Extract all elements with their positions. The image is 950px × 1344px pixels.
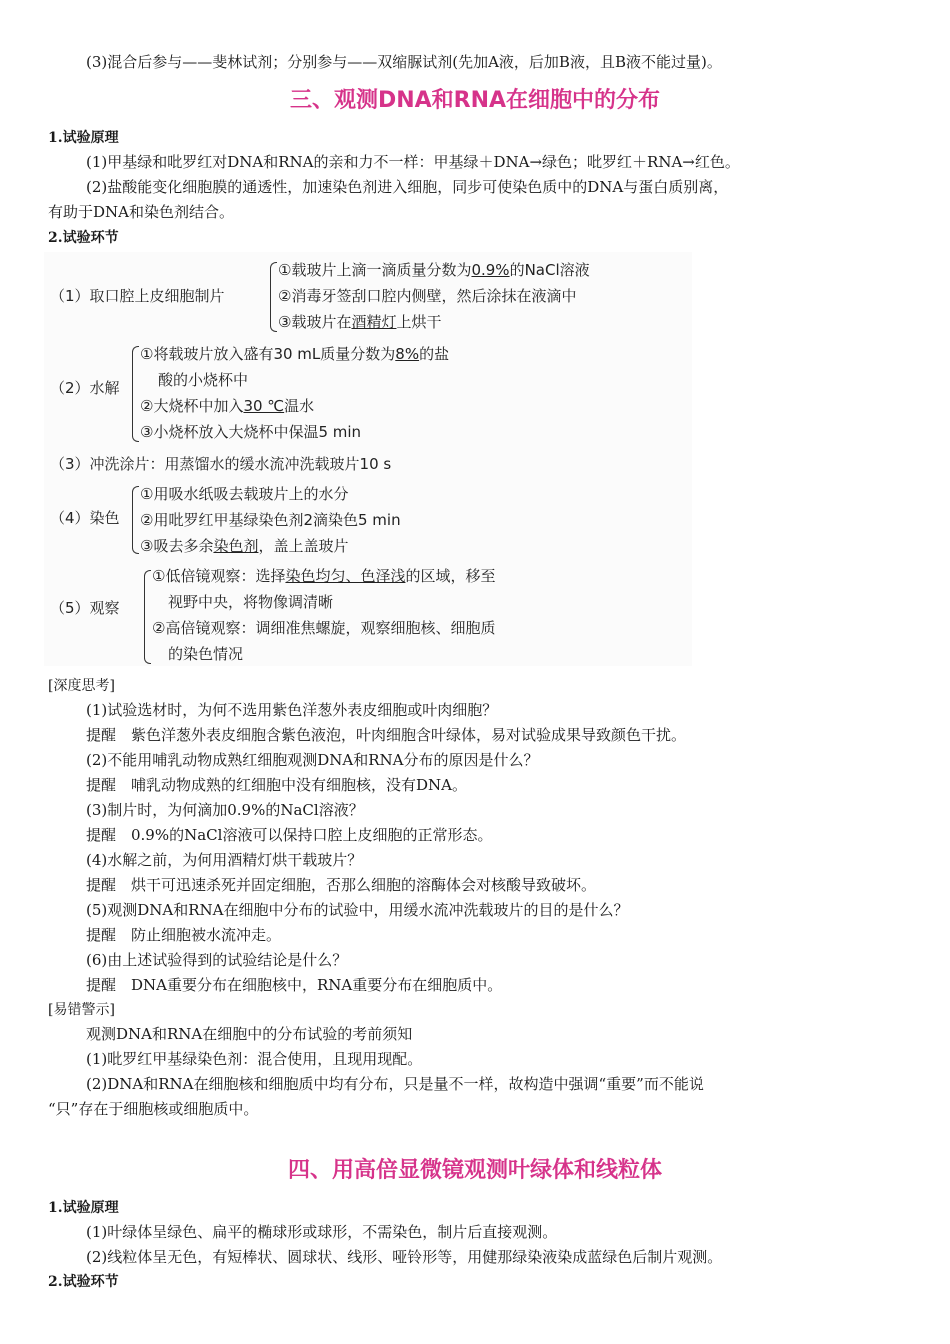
step1-b: ②消毒牙签刮口腔内侧壁，然后涂抹在液滴中 [278, 287, 577, 305]
step1-c: ③载玻片在酒精灯上烘干 [278, 313, 442, 331]
section3-principle-1: (1)甲基绿和吡罗红对DNA和RNA的亲和力不一样：甲基绿＋DNA→绿色；吡罗红＋RNA→红色。 [86, 153, 740, 171]
think-line-9: (5)观测DNA和RNA在细胞中分布的试验中，用缓水流冲洗载玻片的目的是什么？ [86, 901, 629, 919]
think-line-5: (3)制片时，为何滴加0.9%的NaCl溶液？ [86, 801, 364, 819]
step4-c: ③吸去多余染色剂，盖上盖玻片 [140, 537, 349, 555]
warn-line-2: (1)吡罗红甲基绿染色剂：混合使用，且现用现配。 [86, 1050, 423, 1068]
think-line-7: (4)水解之前，为何用酒精灯烘干载玻片？ [86, 851, 363, 869]
steps-diagram [44, 252, 692, 666]
section3-principle-3: 有助于DNA和染色剂结合。 [48, 203, 234, 221]
step4-a: ①用吸水纸吸去载玻片上的水分 [140, 485, 349, 503]
think-line-1: (1)试验选材时，为何不选用紫色洋葱外表皮细胞或叶肉细胞？ [86, 701, 498, 719]
step2-b: ②大烧杯中加入30 ℃温水 [140, 397, 315, 415]
step5-a2: 视野中央，将物像调清晰 [168, 593, 334, 611]
step2-brace [132, 346, 139, 442]
think-label: [深度思考] [48, 678, 115, 694]
step5-a: ①低倍镜观察：选择染色均匀、色泽浅的区域，移至 [152, 567, 496, 585]
step4-title: （4）染色 [50, 509, 120, 527]
step1-brace [270, 262, 277, 332]
section3-steps-label: 2.试验环节 [48, 230, 119, 246]
step5-b: ②高倍镜观察：调细准焦螺旋，观察细胞核、细胞质 [152, 619, 496, 637]
think-line-10: 提醒 防止细胞被水流冲走。 [86, 926, 282, 944]
step2-c: ③小烧杯放入大烧杯中保温5 min [140, 423, 362, 441]
top-line: (3)混合后参与——斐林试剂；分别参与——双缩脲试剂(先加A液，后加B液，且B液不能过量)。 [86, 53, 722, 71]
think-line-11: (6)由上述试验得到的试验结论是什么？ [86, 951, 348, 969]
step1-a: ①载玻片上滴一滴质量分数为0.9%的NaCl溶液 [278, 261, 590, 279]
warn-line-3: (2)DNA和RNA在细胞核和细胞质中均有分布，只是量不一样，故构造中强调“重要”而不能说 [86, 1075, 704, 1093]
warn-line-1: 观测DNA和RNA在细胞中的分布试验的考前须知 [86, 1025, 413, 1043]
warn-label: [易错警示] [48, 1002, 115, 1018]
think-line-12: 提醒 DNA重要分布在细胞核中，RNA重要分布在细胞质中。 [86, 976, 503, 994]
step2-a2: 酸的小烧杯中 [158, 371, 249, 389]
step5-b2: 的染色情况 [168, 645, 244, 663]
warn-line-4: “只”存在于细胞核或细胞质中。 [48, 1100, 259, 1118]
section4-steps-label: 2.试验环节 [48, 1274, 119, 1290]
think-line-4: 提醒 哺乳动物成熟的红细胞中没有细胞核，没有DNA。 [86, 776, 467, 794]
think-line-8: 提醒 烘干可迅速杀死并固定细胞，否那么细胞的溶酶体会对核酸导致破坏。 [86, 876, 597, 894]
section4-principle-2: (2)线粒体呈无色，有短棒状、圆球状、线形、哑铃形等，用健那绿染液染成蓝绿色后制片观测。 [86, 1248, 723, 1266]
step5-title: （5）观察 [50, 599, 120, 617]
think-line-3: (2)不能用哺乳动物成熟红细胞观测DNA和RNA分布的原因是什么？ [86, 751, 539, 769]
section4-principle-label: 1.试验原理 [48, 1200, 119, 1216]
section4-title: 四、用高倍显微镜观测叶绿体和线粒体 [287, 1158, 662, 1183]
think-line-6: 提醒 0.9%的NaCl溶液可以保持口腔上皮细胞的正常形态。 [86, 826, 493, 844]
step1-title: （1）取口腔上皮细胞制片 [50, 287, 225, 305]
step2-a: ①将载玻片放入盛有30 mL质量分数为8%的盐 [140, 345, 450, 363]
step4-b: ②用吡罗红甲基绿染色剂2滴染色5 min [140, 511, 401, 529]
step2-title: （2）水解 [50, 379, 120, 397]
section3-principle-label: 1.试验原理 [48, 130, 119, 146]
section4-principle-1: (1)叶绿体呈绿色、扁平的椭球形或球形，不需染色，制片后直接观测。 [86, 1223, 558, 1241]
section3-principle-2: (2)盐酸能变化细胞膜的通透性，加速染色剂进入细胞，同步可使染色质中的DNA与蛋白质别离， [86, 178, 729, 196]
step3: （3）冲洗涂片：用蒸馏水的缓水流冲洗载玻片10 s [50, 455, 392, 473]
step5-brace [144, 570, 151, 664]
section3-title: 三、观测DNA和RNA在细胞中的分布 [289, 88, 661, 113]
step4-brace [132, 486, 139, 554]
think-line-2: 提醒 紫色洋葱外表皮细胞含紫色液泡，叶肉细胞含叶绿体，易对试验成果导致颜色干扰。 [86, 726, 687, 744]
